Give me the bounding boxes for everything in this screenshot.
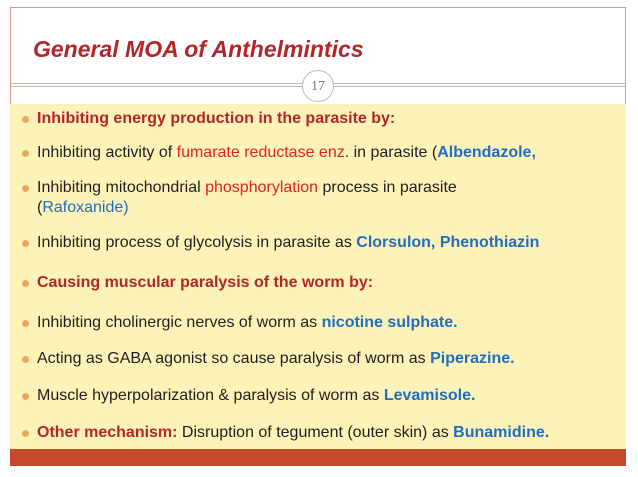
bullet-text-run: . in parasite (: [344, 144, 438, 161]
bullet-text-run: Inhibiting energy production in the parasite by:: [37, 110, 396, 127]
bullet-text-run: Rafoxanide): [42, 199, 129, 216]
bullet-text-run: Piperazine.: [430, 350, 515, 367]
bullet-text-run: (: [37, 199, 43, 216]
bullet-text-run: Clorsulon,: [356, 234, 440, 251]
bullet-text: [37, 423, 627, 443]
page-number-badge: 17: [302, 70, 334, 102]
bullet-text-run: Causing muscular paralysis of the worm by:: [37, 274, 374, 291]
bullet-text-run: Levamisole.: [383, 387, 476, 404]
bullet-marker-icon: [22, 393, 29, 400]
bullet-text-run: Acting as GABA agonist so cause paralysis of worm as: [37, 350, 431, 367]
bullet-marker-icon: [22, 185, 29, 192]
bullet-marker-icon: [22, 150, 29, 157]
bullet-text-run: Other mechanism:: [37, 424, 178, 441]
bullet-text-run: Muscle hyperpolarization & paralysis of worm as: [37, 387, 384, 404]
bullet-text-run: phosphorylation: [205, 179, 319, 196]
bullet-marker-icon: [22, 116, 29, 123]
bullet-text-run: Bunamidine.: [453, 424, 550, 441]
bullet-text: [37, 386, 627, 406]
bullet-text-run: fumarate reductase enz: [176, 144, 345, 161]
bullet-text: [37, 143, 627, 163]
bullet-text-run: process in parasite: [318, 179, 457, 196]
bullet-marker-icon: [22, 280, 29, 287]
bullet-text-run: Inhibiting cholinergic nerves of worm as: [37, 314, 322, 331]
bullet-text: [37, 349, 627, 369]
bullet-marker-icon: [22, 430, 29, 437]
bottom-accent-bar: [10, 449, 626, 466]
content-panel: [10, 104, 626, 449]
bullet-text-run: Inhibiting mitochondrial: [37, 179, 206, 196]
bullet-text-run: Inhibiting activity of: [37, 144, 177, 161]
bullet-text: [37, 109, 627, 129]
bullet-text-run: Phenothiazin: [439, 234, 540, 251]
bullet-text: [37, 313, 627, 333]
bullet-text-run: Inhibiting process of glycolysis in parasite as: [37, 234, 357, 251]
slide-title: General MOA of Anthelmintics: [33, 36, 364, 62]
bullet-text: [37, 233, 627, 253]
bullet-marker-icon: [22, 240, 29, 247]
bullet-text-run: nicotine sulphate.: [321, 314, 458, 331]
bullet-text-run: Disruption of tegument (outer skin) as: [177, 424, 454, 441]
bullet-marker-icon: [22, 356, 29, 363]
bullet-marker-icon: [22, 320, 29, 327]
bullet-text: [37, 178, 627, 218]
bullet-text: [37, 273, 627, 293]
bullet-text-run: Albendazole,: [437, 144, 536, 161]
